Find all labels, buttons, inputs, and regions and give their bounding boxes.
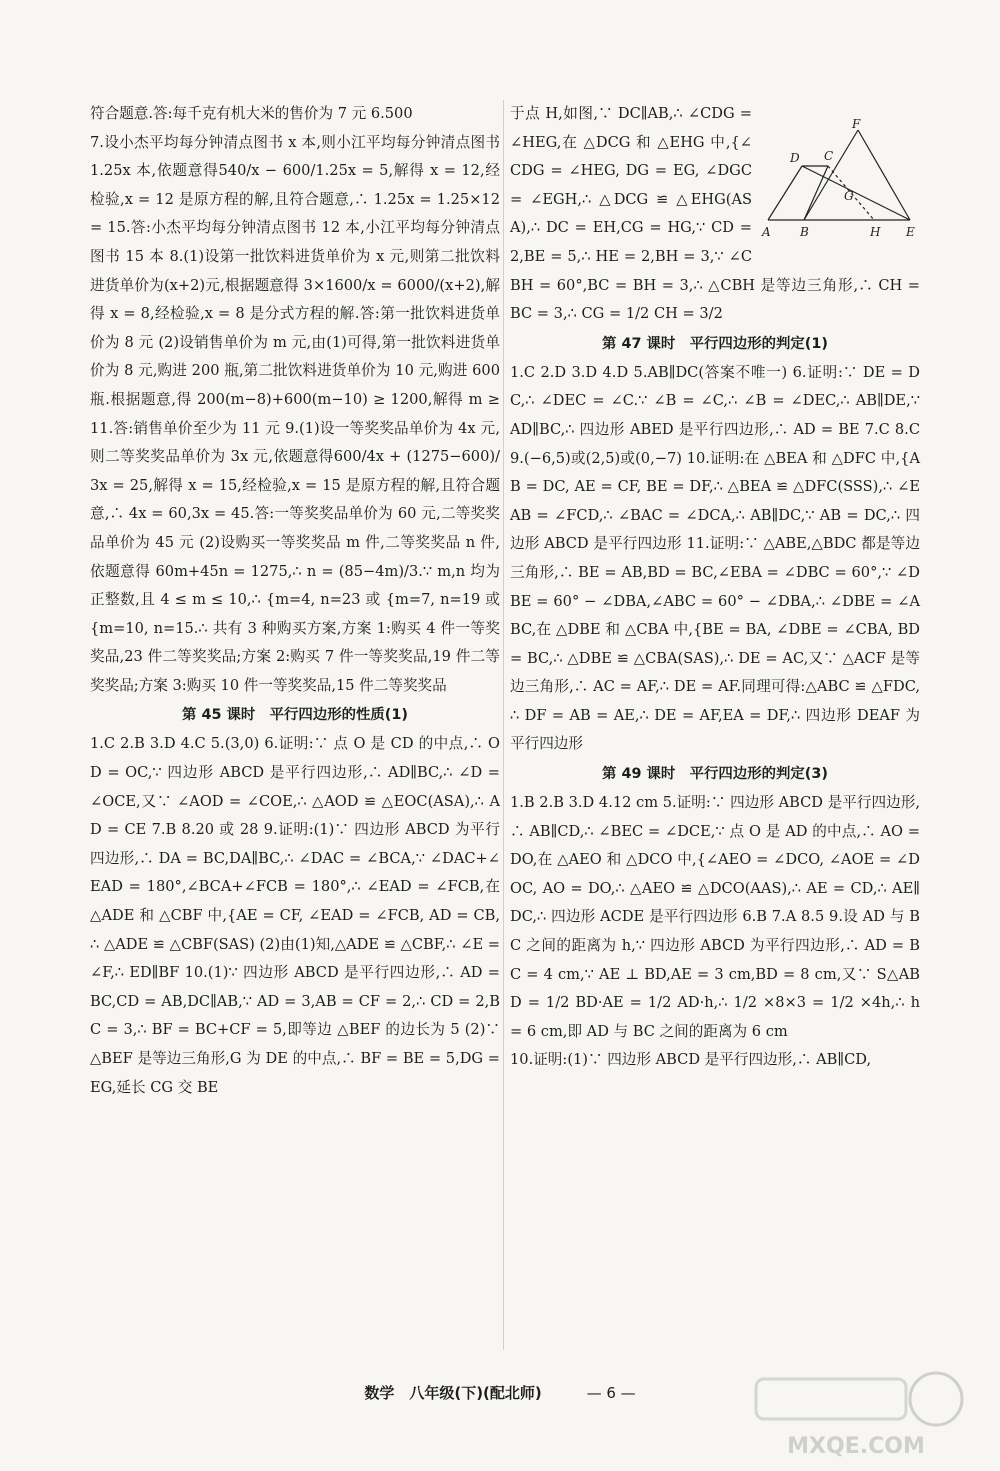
triangle-diagram	[760, 118, 920, 246]
column-divider	[503, 100, 504, 1350]
label-F: F	[852, 118, 861, 131]
answer-text-right-3: 1.B 2.B 3.D 4.12 cm 5.证明:∵ 四边形 ABCD 是平行四边形,∴ AB∥CD,∴ ∠BEC = ∠DCE,∵ 点 O 是 AD 的中点,∴ AO = DO,在 △AEO 和 △DCO 中,{∠AEO = ∠DCO, ∠AOE = ∠DOC, AO = DO,∴ △AEO ≌ △DCO(AAS),∴ AE = CD,∴ AE∥DC,∴ 四边形 ACDE 是平行四边形 6.B 7.A 8.5 9.设 AD 与 BC 之间的距离为 h,∵ 四边形 ABCD 为平行四边形,∴ AD = BC = 4 cm,∵ AE ⊥ BD,AE = 3 cm,BD = 8 cm,又∵ S△ABD = 1/2 BD·AE = 1/2 AD·h,∴ 1/2 ×8×3 = 1/2 ×4h,∴ h = 6 cm,即 AD 与 BC 之间的距离为 6 cm	[510, 794, 920, 1040]
watermark-text: MXQE.COM	[787, 1434, 925, 1459]
answer-text-right-1: 于点 H,如图,∵ DC∥AB,∴ ∠CDG = ∠HEG,在 △DCG 和 △EHG 中,{∠CDG = ∠HEG, DG = EG, ∠DGC = ∠EGH,∴ △DCG ≌ △EHG(ASA),∴ DC = EH,CG = HG,∵ CD = 2,BE = 5,∴ HE = 2,BH = 3,∵ ∠CBH = 60°,BC = BH = 3,∴ △CBH 是等边三角形,∴ CH = BC = 3,∴ CG = 1/2 CH = 3/2	[510, 105, 920, 323]
answer-text-left-2: 7.设小杰平均每分钟清点图书 x 本,则小江平均每分钟清点图书 1.25x 本,依题意得540/x − 600/1.25x = 5,解得 x = 12,经检验,x = 12 是原方程的解,且符合题意,∴ 1.25x = 1.25×12 = 15.答:小杰平均每分钟清点图书 12 本,小江平均每分钟清点图书 15 本 8.(1)设第一批饮料进货单价为 x 元,则第二批饮料进货单价为(x+2)元,根据题意得 3×1600/x = 6000/(x+2),解得 x = 8,经检验,x = 8 是分式方程的解.答:第一批饮料进货单价为 8 元 (2)设销售单价为 m 元,由(1)可得,第一批饮料进货单价为 8 元,购进 200 瓶,第二批饮料进货单价为 10 元,购进 600 瓶.根据题意,得 200(m−8)+600(m−10) ≥ 1200,解得 m ≥ 11.答:销售单价至少为 11 元 9.(1)设一等奖奖品单价为 4x 元,则二等奖奖品单价为 3x 元,依题意得600/4x + (1275−600)/3x = 25,解得 x = 15,经检验,x = 15 是原方程的解,且符合题意,∴ 4x = 60,3x = 45.答:一等奖奖品单价为 60 元,二等奖奖品单价为 45 元 (2)设购买一等奖奖品 m 件,二等奖奖品 n 件,依题意得 60m+45n = 1275,∴ n = (85−4m)/3.∵ m,n 均为正整数,且 4 ≤ m ≤ 10,∴ {m=4, n=23 或 {m=7, n=19 或 {m=10, n=15.∴ 共有 3 种购买方案,方案 1:购买 4 件一等奖奖品,23 件二等奖奖品;方案 2:购买 7 件一等奖奖品,19 件二等奖奖品;方案 3:购买 10 件一等奖奖品,15 件二等奖奖品	[90, 133, 500, 694]
answer-text-left-3: 1.C 2.B 3.D 4.C 5.(3,0) 6.证明:∵ 点 O 是 CD 的中点,∴ OD = OC,∵ 四边形 ABCD 是平行四边形,∴ AD∥BC,∴ ∠D = ∠OCE,又∵ ∠AOD = ∠COE,∴ △AOD ≌ △EOC(ASA),∴ AD = CE 7.B 8.20 或 28 9.证明:(1)∵ 四边形 ABCD 为平行四边形,∴ DA = BC,DA∥BC,∴ ∠DAC = ∠BCA,∵ ∠DAC+∠EAD = 180°,∠BCA+∠FCB = 180°,∴ ∠EAD = ∠FCB,在 △ADE 和 △CBF 中,{AE = CF, ∠EAD = ∠FCB, AD = CB,∴ △ADE ≌ △CBF(SAS) (2)由(1)知,△ADE ≌ △CBF,∴ ∠E = ∠F,∴ ED∥BF 10.(1)∵ 四边形 ABCD 是平行四边形,∴ AD = BC,CD = AB,DC∥AB,∵ AD = 3,AB = CF = 2,∴ CD = 2,BC = 3,∴ BF = BC+CF = 5,即等边 △BEF 的边长为 5 (2)∵ △BEF 是等边三角形,G 为 DE 的中点,∴ BF = BE = 5,DG = EG,延长 CG 交 BE	[90, 735, 500, 1096]
label-A: A	[762, 225, 771, 239]
footer-subject: 数学 八年级(下)(配北师)	[364, 1384, 542, 1402]
lesson-heading-47: 第 47 课时 平行四边形的判定(1)	[602, 335, 828, 352]
answer-text-right-4: 10.证明:(1)∵ 四边形 ABCD 是平行四边形,∴ AB∥CD,	[510, 1051, 872, 1069]
geometry-figure	[760, 118, 920, 246]
answer-text-left-1: 符合题意.答:每千克有机大米的售价为 7 元 6.500	[90, 105, 413, 122]
label-E: E	[906, 225, 915, 239]
watermark-logo	[736, 1361, 976, 1461]
left-column	[90, 100, 500, 1102]
right-column	[510, 100, 920, 1075]
label-G: G	[844, 189, 854, 203]
answer-text-right-2: 1.C 2.D 3.D 4.D 5.AB∥DC(答案不唯一) 6.证明:∵ DE = DC,∴ ∠DEC = ∠C.∵ ∠B = ∠C,∴ ∠B = ∠DEC,∴ AB∥DE,∵ AD∥BC,∴ 四边形 ABED 是平行四边形,∴ AD = BE 7.C 8.C 9.(−6,5)或(2,5)或(0,−7) 10.证明:在 △BEA 和 △DFC 中,{AB = DC, AE = CF, BE = DF,∴ △BEA ≌ △DFC(SSS),∴ ∠EAB = ∠FCD,∴ ∠BAC = ∠DCA,∴ AB∥DC,∵ AB = DC,∴ 四边形 ABCD 是平行四边形 11.证明:∵ △ABE,△BDC 都是等边三角形,∴ BE = AB,BD = BC,∠EBA = ∠DBC = 60°,∵ ∠DBE = 60° − ∠DBA,∠ABC = 60° − ∠DBA,∴ ∠DBE = ∠ABC,在 △DBE 和 △CBA 中,{BE = BA, ∠DBE = ∠CBA, BD = BC,∴ △DBE ≌ △CBA(SAS),∴ DE = AC,又∵ △ACF 是等边三角形,∴ AC = AF,∴ DE = AF.同理可得:△ABC ≌ △FDC,∴ DF = AB = AE,∴ DE = AF,EA = DF,∴ 四边形 DEAF 为平行四边形	[510, 363, 920, 753]
label-H: H	[870, 225, 881, 239]
page-number: — 6 —	[586, 1384, 636, 1402]
label-B: B	[800, 225, 809, 239]
lesson-heading-49: 第 49 课时 平行四边形的判定(3)	[602, 766, 828, 783]
label-C: C	[824, 149, 834, 163]
lesson-heading-45: 第 45 课时 平行四边形的性质(1)	[182, 707, 408, 724]
label-D: D	[790, 151, 800, 165]
